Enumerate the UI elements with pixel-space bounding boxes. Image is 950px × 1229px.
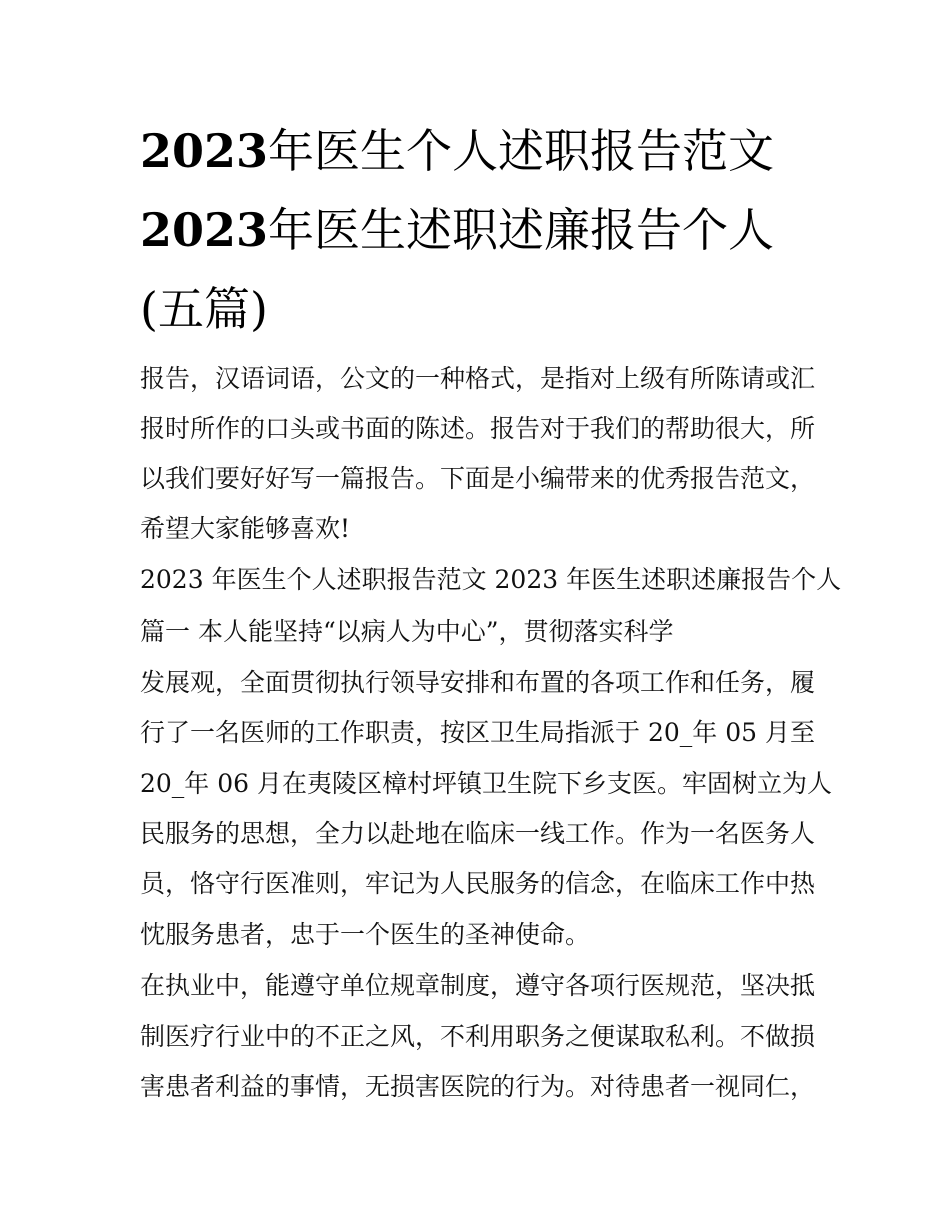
body-line-2: 报时所作的口头或书面的陈述。报告对于我们的帮助很大，所 [140,414,816,443]
body-line-4: 希望大家能够喜欢! [140,514,351,543]
body-line-9: 20_年 06 月在夷陵区樟村坪镇卫生院下乡支医。牢固树立为人 [140,769,833,798]
body-line-3: 以我们要好好写一篇报告。下面是小编带来的优秀报告范文， [140,464,816,493]
body-line-6: 篇一 本人能坚持“以病人为中心”，贯彻落实科学 [140,617,674,646]
title-line-1 [140,112,820,191]
title-year-2: 2023 [140,203,269,257]
body-line-11: 员，恪守行医准则，牢记为人民服务的信念，在临床工作中热 [140,869,816,898]
body-line-13: 在执业中，能遵守单位规章制度，遵守各项行医规范，坚决抵 [140,971,816,1000]
body-line-15: 害患者利益的事情，无损害医院的行为。对待患者一视同仁， [140,1072,816,1101]
title-text-3: (五篇) [140,282,268,336]
body-line-1: 报告，汉语词语，公文的一种格式，是指对上级有所陈请或汇 [140,364,816,393]
document-title [140,112,820,349]
title-text-2: 年医生述职述廉报告个人 [268,203,775,257]
body-line-12: 忱服务患者，忠于一个医生的圣神使命。 [140,920,591,949]
body-line-14: 制医疗行业中的不正之风，不利用职务之便谋取私利。不做损 [140,1022,816,1051]
title-line-3 [140,270,820,349]
body-line-7: 发展观，全面贯彻执行领导安排和布置的各项工作和任务，履 [140,668,816,697]
title-line-2 [140,191,820,270]
body-line-10: 民服务的思想，全力以赴地在临床一线工作。作为一名医务人 [140,819,816,848]
title-text-1: 年医生个人述职报告范文 [268,124,775,178]
body-line-5: 2023 年医生个人述职报告范文 2023 年医生述职述廉报告个人 [140,565,842,594]
body-line-8: 行了一名医师的工作职责，按区卫生局指派于 20_年 05 月至 [140,718,815,747]
title-year-1: 2023 [140,124,269,178]
